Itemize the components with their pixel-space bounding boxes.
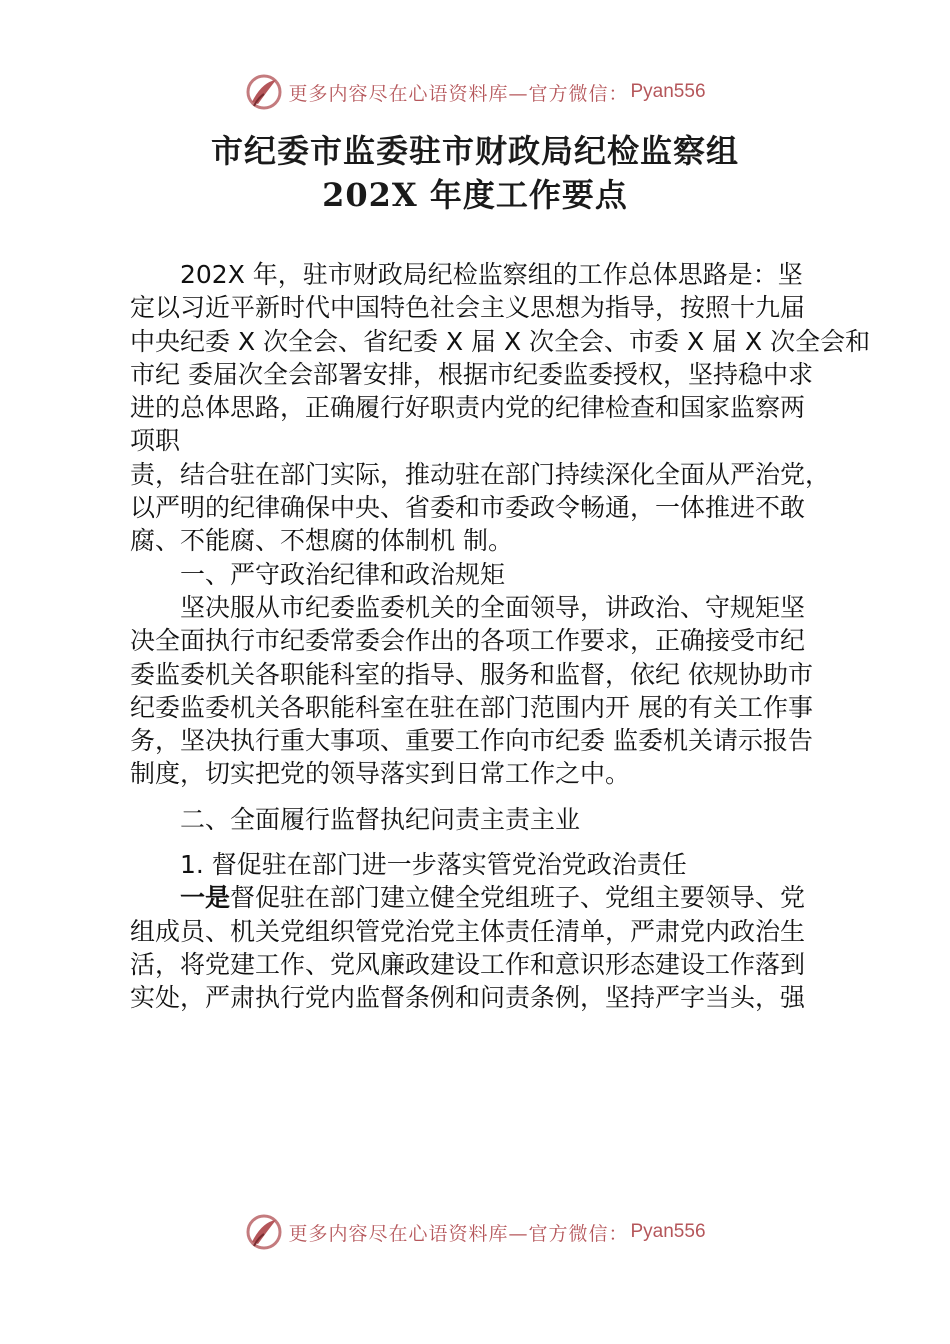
brush-logo-icon xyxy=(244,72,284,112)
intro-line: 责，结合驻在部门实际，推动驻在部门持续深化全面从严治党， xyxy=(130,459,831,489)
banner-wechat-id: Pyan556 xyxy=(630,1221,706,1242)
intro-line: 以严明的纪律确保中央、省委和市委政令畅通，一体推进不敢 xyxy=(130,493,806,523)
section1-line: 务，坚决执行重大事项、重要工作向市纪委 监委机关请示报告 xyxy=(130,726,813,756)
section2-line: 组成员、机关党组织管党治党主体责任清单，严肃党内政治生 xyxy=(130,916,806,946)
section1-line: 纪委监委机关各职能科室在驻在部门范围内开 展的有关工作事 xyxy=(130,692,813,722)
document-title-line2: 202X 年度工作要点 xyxy=(322,176,628,214)
document-title-line1: 市纪委市监委驻市财政局纪检监察组 xyxy=(210,132,739,170)
section1-line: 委监委机关各职能科室的指导、服务和监督，依纪 依规协助市 xyxy=(130,659,813,689)
intro-line: 进的总体思路，正确履行好职责内党的纪律检查和国家监察两 xyxy=(130,393,806,423)
section2-line: 实处，严肃执行党内监督条例和问责条例，坚持严字当头，强 xyxy=(130,983,806,1013)
watermark-banner-top xyxy=(0,70,950,114)
banner-text: 更多内容尽在心语资料库—官方微信： xyxy=(288,1222,629,1245)
intro-line: 定以习近平新时代中国特色社会主义思想为指导，按照十九届 xyxy=(130,293,806,323)
intro-line: 市纪 委届次全会部署安排，根据市纪委监委授权，坚持稳中求 xyxy=(130,359,813,389)
section2-subheading: 1. 督促驻在部门进一步落实管党治党政治责任 xyxy=(180,850,687,880)
section1-line: 制度，切实把党的领导落实到日常工作之中。 xyxy=(130,759,631,789)
document-body xyxy=(130,258,871,1015)
section1-line: 坚决服从市纪委监委机关的全面领导，讲政治、守规矩坚 xyxy=(180,592,806,622)
banner-wechat-id: Pyan556 xyxy=(630,81,706,102)
section2-line: 活，将党建工作、党风廉政建设工作和意识形态建设工作落到 xyxy=(130,949,806,979)
section2-heading: 二、全面履行监督执纪问责主责主业 xyxy=(180,804,581,834)
intro-line: 中央纪委 X 次全会、省纪委 X 届 X 次全会、市委 X 届 X 次全会和 xyxy=(130,326,871,356)
section2-first-line xyxy=(130,881,840,914)
first-line-rest: 督促驻在部门建立健全党组班子、党组主要领导、党 xyxy=(230,883,806,913)
section1-heading: 一、严守政治纪律和政治规矩 xyxy=(180,559,506,589)
intro-line: 202X 年，驻市财政局纪检监察组的工作总体思路是：坚 xyxy=(180,260,803,289)
section1-line: 决全面执行市纪委常委会作出的各项工作要求，正确接受市纪 xyxy=(130,626,806,656)
brush-logo-icon xyxy=(244,1212,284,1252)
bold-lead: 一是 xyxy=(180,883,231,913)
banner-text: 更多内容尽在心语资料库—官方微信： xyxy=(288,82,629,105)
intro-line: 项职 xyxy=(130,426,181,456)
watermark-banner-bottom xyxy=(0,1210,950,1254)
intro-line: 腐、不能腐、不想腐的体制机 制。 xyxy=(130,526,513,556)
